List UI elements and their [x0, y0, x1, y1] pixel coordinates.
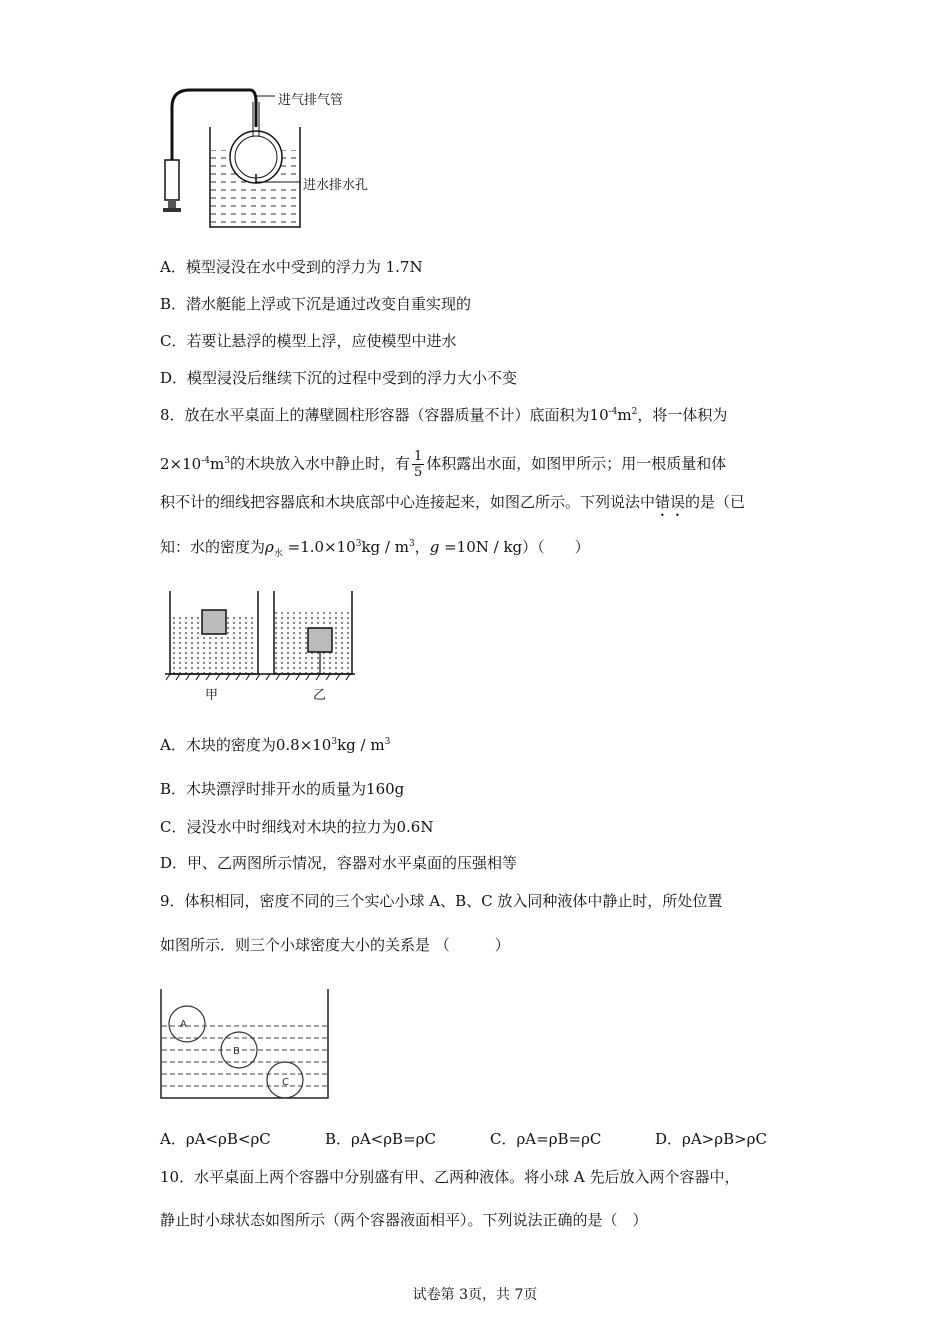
- q8-line-3: 积不计的细线把容器底和木块底部中心连接起来，如图乙所示。下列说法中错误的是（已: [160, 493, 746, 511]
- q9-option-a: A．ρA<ρB<ρC: [160, 1130, 271, 1148]
- q9-line-2: 如图所示．则三个小球密度大小的关系是 （ ）: [160, 936, 510, 954]
- q10-line-2: 静止时小球状态如图所示（两个容器液面相平）。下列说法正确的是（ ）: [160, 1211, 648, 1229]
- label-water-hole: 进水排水孔: [303, 178, 369, 193]
- q8-option-b: B．木块漂浮时排开水的质量为160g: [160, 780, 405, 798]
- q9-figure: [158, 986, 333, 1102]
- q8-area: $10^{-4}m^2$: [589, 406, 638, 424]
- q8-label-yi: 乙: [313, 688, 327, 703]
- ball-c-label: C: [282, 1077, 289, 1088]
- q9-option-b: B．ρA<ρB=ρC: [325, 1130, 436, 1148]
- ball-b-label: B: [233, 1046, 240, 1057]
- q9-line-1: 9．体积相同，密度不同的三个实心小球 A、B、C 放入同种液体中静止时，所处位置: [160, 892, 723, 910]
- q8-line-1: 8．放在水平桌面上的薄壁圆柱形容器（容器质量不计）底面积为$10^{-4}m^2$，将一体积为: [160, 406, 728, 424]
- q7-option-c: C．若要让悬浮的模型上浮，应使模型中进水: [160, 332, 457, 350]
- q8-line-2: $2\times 10^{-4}m^3$的木块放入水中静止时，有 $\frac{1}{5}$ 体积露出水面，如图甲所示；用一根质量和体: [160, 449, 727, 480]
- ball-a-label: A: [180, 1019, 187, 1030]
- q7-option-b: B．潜水艇能上浮或下沉是通过改变自重实现的: [160, 295, 472, 313]
- q10-line-1: 10．水平桌面上两个容器中分别盛有甲、乙两种液体。将小球 A 先后放入两个容器中，: [160, 1168, 740, 1186]
- label-inlet-pipe: 进气排气管: [278, 93, 344, 108]
- q7-option-a: A．模型浸没在水中受到的浮力为 1.7N: [160, 258, 423, 276]
- q8-gravity: g =10N / kg: [429, 538, 523, 556]
- q8-water-density: $\rho_水 =1.0\times 10^3kg / m^3$: [265, 538, 415, 559]
- q8-option-c: C．浸没水中时细线对木块的拉力为0.6N: [160, 818, 434, 836]
- page-footer: 试卷第 3页，共 7页: [412, 1287, 538, 1303]
- q8-option-d: D．甲、乙两图所示情况，容器对水平桌面的压强相等: [160, 854, 518, 872]
- q8-emphasis: 错误: [655, 493, 686, 511]
- q9-option-c: C．ρA=ρB=ρC: [490, 1130, 602, 1148]
- q8-figure: [160, 586, 360, 690]
- q9-option-d: D．ρA>ρB>ρC: [655, 1130, 767, 1148]
- q7-option-d: D．模型浸没后继续下沉的过程中受到的浮力大小不变: [160, 369, 518, 387]
- q8-volume: $2\times 10^{-4}m^3$: [160, 454, 230, 473]
- q8-fraction: $\frac{1}{5}$: [413, 449, 423, 480]
- q8-wood-density: $0.8\times 10^3kg / m^3$: [275, 736, 391, 754]
- q8-line-4: 知：水的密度为$\rho_水 =1.0\times 10^3kg / m^3$，g =10N / kg）（ ）: [160, 538, 590, 559]
- q8-option-a: A．木块的密度为$0.8\times 10^3kg / m^3$: [160, 736, 391, 754]
- q8-label-jia: 甲: [205, 688, 219, 703]
